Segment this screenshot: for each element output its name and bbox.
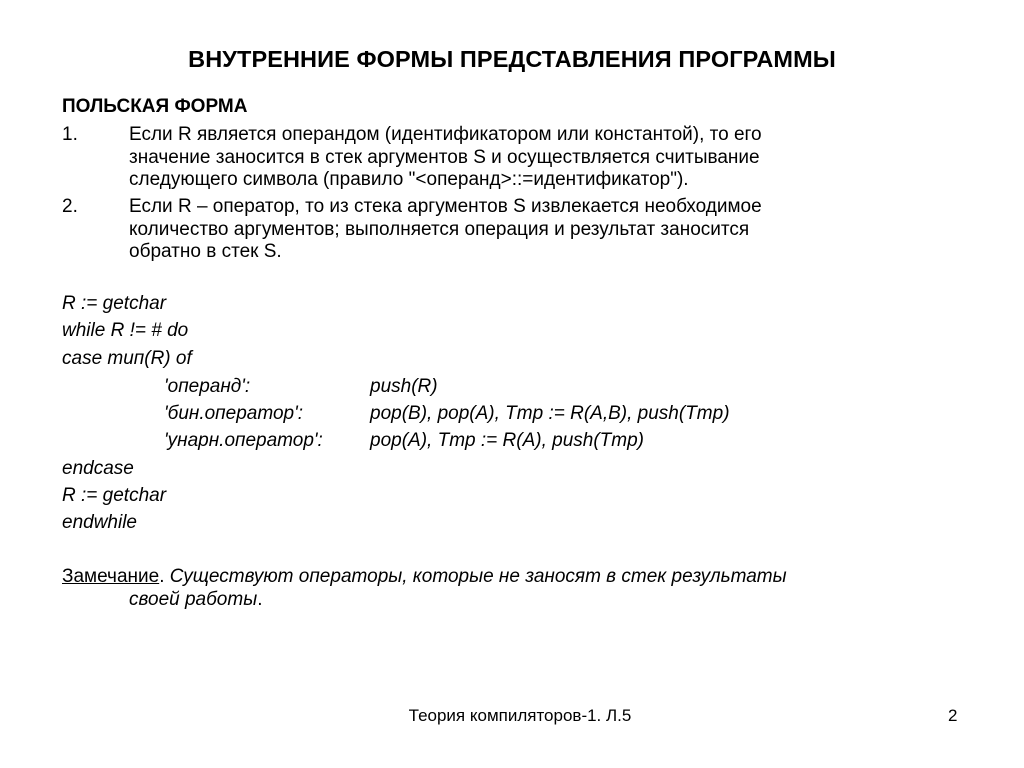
page-number: 2 [948, 706, 958, 725]
rule-text-line: Если R – оператор, то из стека аргументов S извлекается необходимое [129, 196, 762, 217]
remark-line [129, 589, 962, 612]
code-line: endcase [62, 458, 134, 479]
code-line: case тип(R) of [62, 348, 192, 369]
rule-item [62, 124, 962, 192]
remark-separator: . [159, 566, 165, 587]
slide-footer: Теория компиляторов-1. Л.5 [408, 706, 632, 725]
rule-text-line: следующего символа (правило "<операнд>::=идентификатор"). [129, 169, 689, 190]
rule-text-line: Если R является операндом (идентификатором или константой), то его [129, 124, 762, 145]
rule-text [129, 124, 962, 192]
rule-text-line: значение заносится в стек аргументов S и осуществляется считывание [129, 146, 760, 168]
rule-text [129, 196, 962, 264]
code-line: endwhile [62, 512, 137, 533]
case-label: 'операнд': [164, 376, 251, 397]
remark-text: Существуют операторы, которые не заносят в стек результаты [169, 566, 787, 587]
remark-text: своей работы [129, 588, 258, 610]
rule-number: 2. [62, 196, 78, 217]
case-label: 'бин.оператор': [164, 403, 303, 424]
rule-number: 1. [62, 124, 78, 145]
rule-text-line: количество аргументов; выполняется операция и результат заносится [129, 218, 750, 240]
case-action: pop(B), pop(A), Tmp := R(A,B), push(Tmp) [370, 403, 730, 424]
rule-text-line: обратно в стек S. [129, 241, 282, 262]
code-line: R := getchar [62, 485, 167, 506]
case-action: pop(A), Tmp := R(A), push(Tmp) [370, 430, 644, 451]
remark-line [62, 566, 962, 589]
code-line: R := getchar [62, 293, 167, 314]
case-label: 'унарн.оператор': [164, 430, 323, 451]
case-action: push(R) [370, 376, 438, 397]
remark [62, 566, 962, 611]
section-heading: ПОЛЬСКАЯ ФОРМА [62, 96, 248, 117]
remark-end: . [257, 588, 263, 610]
remark-label: Замечание [62, 566, 160, 587]
rule-item [62, 196, 962, 264]
slide-title: ВНУТРЕННИЕ ФОРМЫ ПРЕДСТАВЛЕНИЯ ПРОГРАММЫ [188, 46, 836, 72]
code-line: while R != # do [62, 320, 189, 341]
